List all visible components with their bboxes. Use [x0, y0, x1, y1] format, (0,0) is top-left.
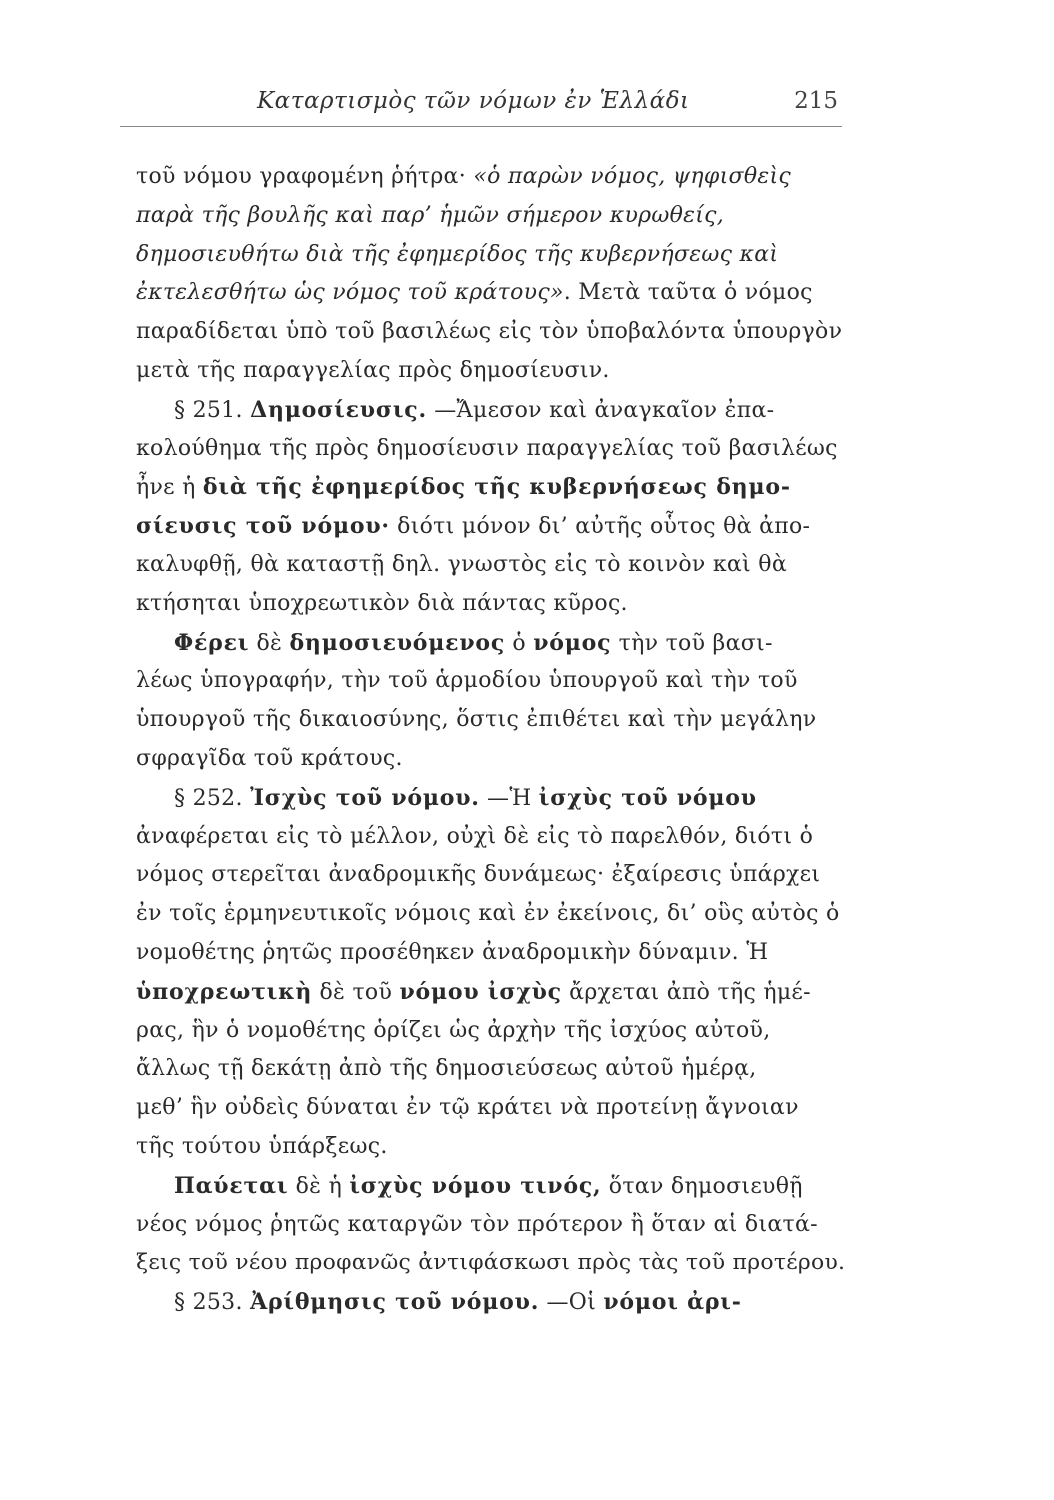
text-span: διότι μόνον δι’ αὐτῆς οὗτος θὰ ἀπο-: [389, 514, 811, 540]
text-span: ὁ: [505, 630, 534, 656]
text-span: —Ἄμεσον καὶ ἀναγκαῖον ἐπα-: [426, 397, 775, 423]
text-span: τῆς τούτου ὑπάρξεως.: [136, 1133, 388, 1159]
italic-text: ἐκτελεσθήτω ὡς νόμος τοῦ κράτους»: [136, 280, 564, 306]
bold-heading-text: νόμοι ἀρι-: [603, 1289, 742, 1316]
bold-heading-text: Ἀρίθμησις τοῦ νόμου.: [250, 1289, 540, 1316]
text-span: ρας, ἣν ὁ νομοθέτης ὁρίζει ὡς ἀρχὴν τῆς ἰσχύος αὐτοῦ,: [136, 1017, 771, 1043]
text-span: τοῦ νόμου γραφομένη ῥήτρα·: [136, 164, 474, 189]
text-span: ξεις τοῦ νέου προφανῶς ἀντιφάσκωσι πρὸς τὰς τοῦ προτέρου.: [136, 1250, 846, 1276]
text-span: —Οἱ: [539, 1290, 604, 1316]
text-line: [136, 1167, 846, 1206]
bold-heading-text: Φέρει: [174, 629, 250, 656]
text-line: [136, 624, 846, 663]
text-line: [136, 546, 846, 585]
text-span: ἀναφέρεται εἰς τὸ μέλλον, οὐχὶ δὲ εἰς τὸ παρελθόν, διότι ὁ: [136, 823, 814, 849]
text-line: [136, 391, 846, 430]
text-line: [136, 197, 846, 236]
text-span: ἄρχεται ἀπὸ τῆς ἡμέ-: [561, 979, 811, 1005]
text-span: . Μετὰ ταῦτα ὁ νόμος: [563, 280, 813, 306]
text-span: καλυφθῇ, θὰ καταστῇ δηλ. γνωστὸς εἰς τὸ κοινὸν καὶ θὰ: [136, 551, 787, 577]
text-span: τὴν τοῦ βασι-: [611, 630, 773, 656]
text-line: [136, 895, 846, 934]
bold-heading-text: ἰσχὺς τοῦ νόμου: [538, 784, 757, 811]
text-line: [136, 934, 846, 973]
text-span: ἦνε ἡ: [136, 475, 203, 501]
text-span: § 251.: [174, 397, 251, 423]
text-line: [136, 468, 846, 507]
text-line: [136, 430, 846, 469]
text-line: [136, 1012, 846, 1051]
header-rule: [120, 126, 842, 127]
italic-text: «ὁ παρὼν νόμος, ψηφισθεὶς: [473, 164, 792, 189]
bold-heading-text: ἰσχὺς νόμου τινός,: [349, 1172, 602, 1199]
text-line: [136, 1244, 846, 1283]
text-line: [136, 585, 846, 624]
text-span: λέως ὑπογραφήν, τὴν τοῦ ἁρμοδίου ὑπουργοῦ καὶ τὴν τοῦ: [136, 668, 798, 694]
text-span: νέος νόμος ῥητῶς καταργῶν τὸν πρότερον ἢ ὅταν αἱ διατά-: [136, 1211, 818, 1237]
text-line: [136, 274, 846, 313]
text-span: § 253.: [174, 1290, 251, 1316]
text-line: [136, 1283, 846, 1322]
text-line: [136, 856, 846, 895]
text-line: [136, 779, 846, 818]
text-span: ἐν τοῖς ἑρμηνευτικοῖς νόμοις καὶ ἐν ἐκείνοις, δι’ οὓς αὐτὸς ὁ: [136, 901, 840, 927]
running-title: Καταρτισμὸς τῶν νόμων ἐν Ἑλλάδι: [257, 88, 690, 114]
text-line: [136, 662, 846, 701]
text-span: —Ἡ: [479, 785, 539, 811]
text-line: [136, 1206, 846, 1245]
text-span: κτήσηται ὑποχρεωτικὸν διὰ πάντας κῦρος.: [136, 590, 628, 616]
text-line: [136, 740, 846, 779]
text-span: κολούθημα τῆς πρὸς δημοσίευσιν παραγγελίας τοῦ βασιλέως: [136, 435, 838, 461]
text-line: [136, 507, 846, 546]
text-line: [136, 1050, 846, 1089]
text-line: [136, 1089, 846, 1128]
text-line: [136, 701, 846, 740]
italic-text: δημοσιευθήτω διὰ τῆς ἐφημερίδος τῆς κυβερνήσεως καὶ: [136, 241, 779, 267]
text-span: νόμος στερεῖται ἀναδρομικῆς δυνάμεως· ἐξαίρεσις ὑπάρχει: [136, 862, 821, 888]
bold-heading-text: διὰ τῆς ἐφημερίδος τῆς κυβερνήσεως δημο-: [202, 474, 791, 501]
text-line: [136, 158, 846, 197]
text-span: § 252.: [174, 785, 251, 811]
bold-heading-text: νόμου ἰσχὺς: [399, 978, 562, 1005]
bold-heading-text: ὑποχρεωτικὴ: [136, 978, 313, 1005]
text-span: παραδίδεται ὑπὸ τοῦ βασιλέως εἰς τὸν ὑποβαλόντα ὑπουργὸν: [136, 319, 843, 345]
italic-text: παρὰ τῆς βουλῆς καὶ παρ’ ἡμῶν σήμερον κυρωθείς,: [136, 202, 725, 228]
text-span: δὲ: [249, 630, 290, 656]
text-line: [136, 973, 846, 1012]
bold-heading-text: νόμος: [533, 629, 612, 656]
text-span: νομοθέτης ῥητῶς προσέθηκεν ἀναδρομικὴν δύναμιν. Ἡ: [136, 939, 769, 965]
text-span: δὲ τοῦ: [312, 979, 400, 1005]
bold-heading-text: Ἰσχὺς τοῦ νόμου.: [250, 784, 480, 811]
text-span: δὲ ἡ: [288, 1173, 350, 1199]
bold-heading-text: δημοσιευόμενος: [289, 629, 506, 656]
text-line: [136, 818, 846, 857]
text-line: [136, 313, 846, 352]
text-span: μεθ’ ἣν οὐδεὶς δύναται ἐν τῷ κράτει νὰ προτείνῃ ἄγνοιαν: [136, 1095, 799, 1121]
page-header: [120, 82, 842, 126]
text-line: [136, 352, 846, 391]
text-span: σφραγῖδα τοῦ κράτους.: [136, 745, 403, 771]
bold-heading-text: σίευσις τοῦ νόμου·: [136, 513, 390, 540]
page-number: 215: [794, 88, 838, 114]
bold-heading-text: Παύεται: [174, 1172, 289, 1199]
text-span: μετὰ τῆς παραγγελίας πρὸς δημοσίευσιν.: [136, 357, 610, 383]
text-line: [136, 1128, 846, 1167]
text-line: [136, 236, 846, 275]
text-span: ἄλλως τῇ δεκάτῃ ἀπὸ τῆς δημοσιεύσεως αὐτοῦ ἡμέρᾳ,: [136, 1056, 757, 1082]
text-span: ὑπουργοῦ τῆς δικαιοσύνης, ὅστις ἐπιθέτει καὶ τὴν μεγάλην: [136, 707, 817, 733]
text-span: ὅταν δημοσιευθῇ: [601, 1173, 803, 1199]
bold-heading-text: Δημοσίευσις.: [250, 396, 427, 423]
body-text: [136, 158, 846, 1322]
